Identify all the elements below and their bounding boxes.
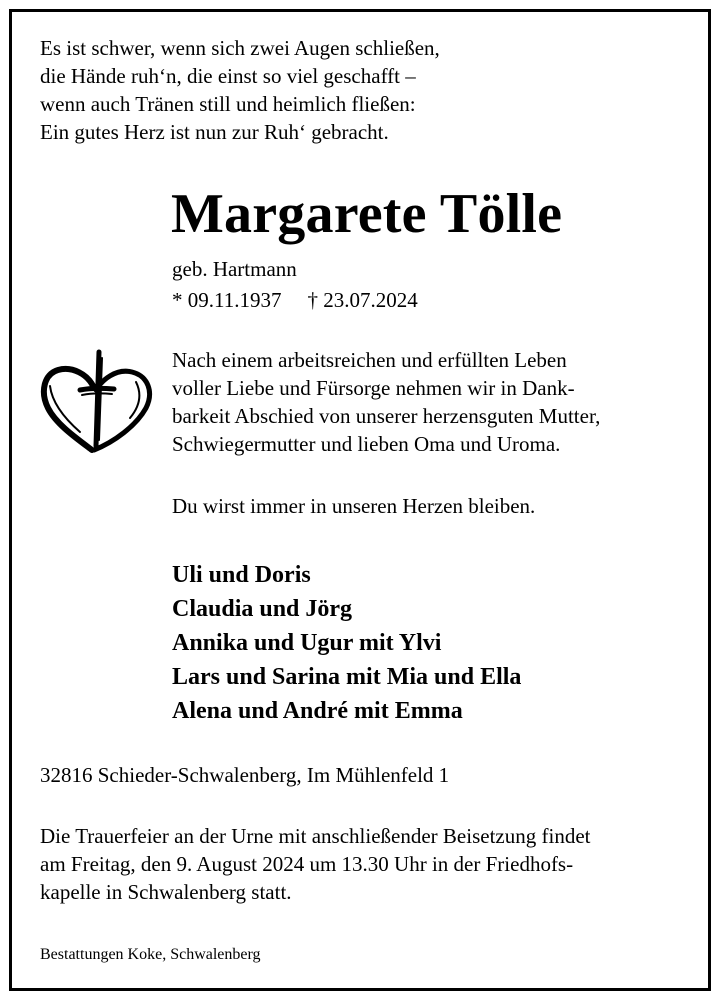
obituary-message [172,346,600,458]
remembrance-line: Du wirst immer in unseren Herzen bleiben. [172,494,536,518]
life-dates [172,287,418,313]
mourner: Annika und Ugur mit Ylvi [172,630,442,656]
undertaker-credit: Bestattungen Koke, Schwalenberg [40,946,261,963]
deceased-name: Margarete Tölle [171,183,563,245]
heart-cross-icon [36,346,156,456]
mourner: Claudia und Jörg [172,596,353,622]
poem-line: wenn auch Tränen still und heimlich fließen: [40,92,416,116]
mourner: Lars und Sarina mit Mia und Ella [172,664,522,690]
mourners-list [172,558,521,728]
funeral-line: am Freitag, den 9. August 2024 um 13.30 Uhr in der Friedhofs- [40,852,574,876]
death-date: † 23.07.2024 [307,288,418,312]
funeral-line: Die Trauerfeier an der Urne mit anschließender Beisetzung findet [40,824,591,848]
message-line: Nach einem arbeitsreichen und erfüllten Leben [172,348,567,372]
poem-line: Ein gutes Herz ist nun zur Ruh‘ gebracht. [40,120,389,144]
message-line: barkeit Abschied von unserer herzensguten Mutter, [172,404,601,428]
family-address: 32816 Schieder-Schwalenberg, Im Mühlenfeld 1 [40,763,450,787]
message-line: voller Liebe und Fürsorge nehmen wir in Dank- [172,376,575,400]
message-line: Schwiegermutter und lieben Oma und Uroma. [172,432,561,456]
poem-line: die Hände ruh‘n, die einst so viel geschafft – [40,64,416,88]
mourner: Uli und Doris [172,562,311,588]
birth-date: * 09.11.1937 [172,288,282,312]
funeral-line: kapelle in Schwalenberg statt. [40,880,292,904]
poem-line: Es ist schwer, wenn sich zwei Augen schließen, [40,36,440,60]
poem [40,34,440,146]
mourner: Alena und André mit Emma [172,698,463,724]
birth-name: geb. Hartmann [172,257,297,281]
funeral-info [40,822,590,906]
